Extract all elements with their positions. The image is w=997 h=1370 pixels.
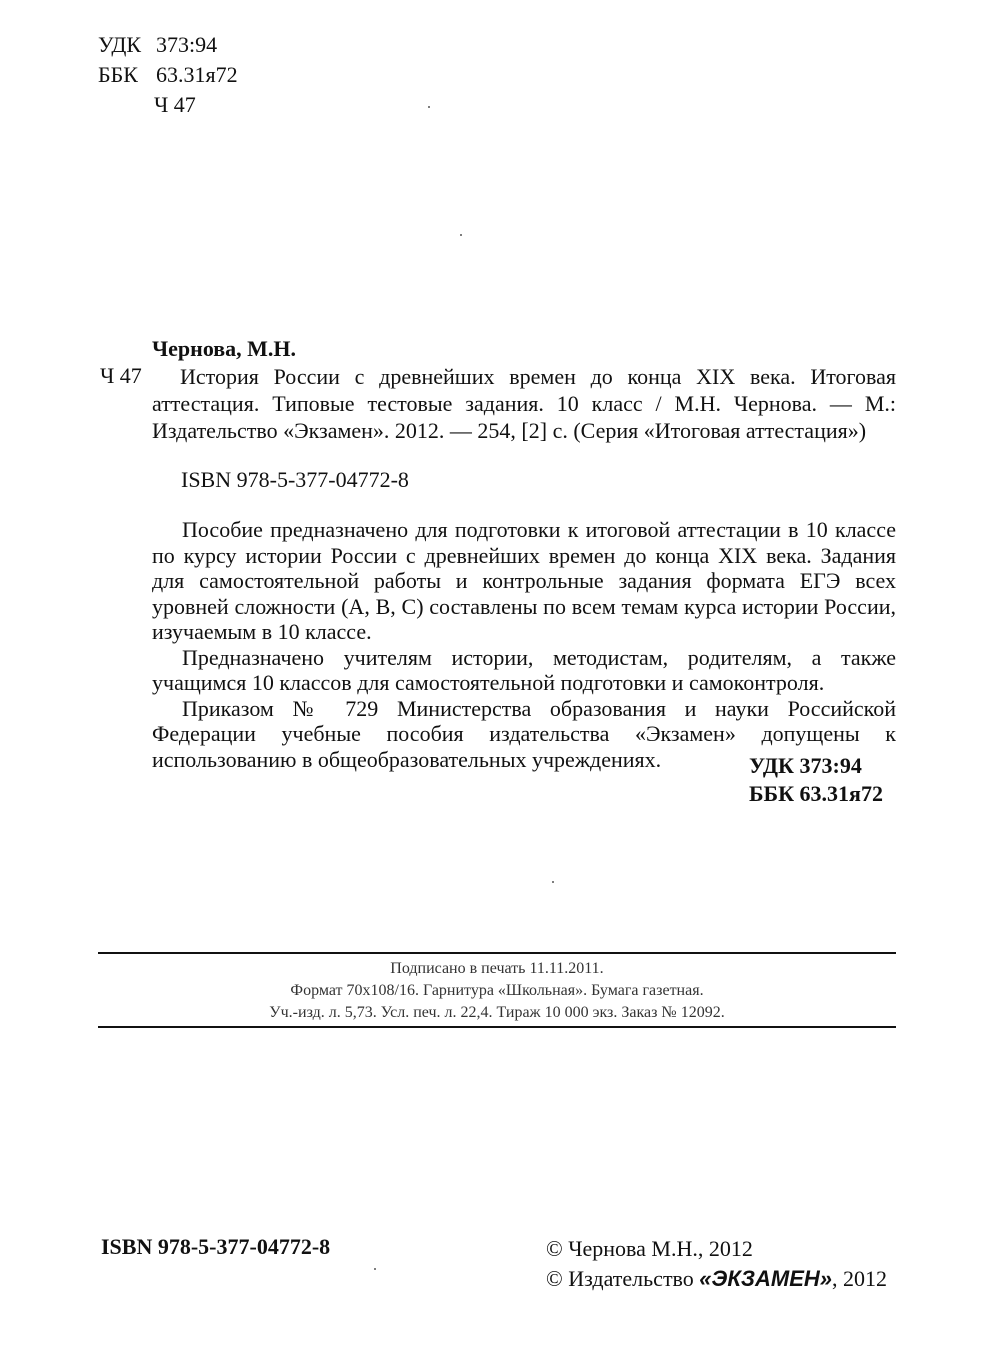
copyright-author: © Чернова М.Н., 2012: [546, 1236, 753, 1261]
udk-row: [98, 30, 238, 60]
imprint-rule-bottom: [98, 1026, 896, 1028]
footer-isbn: ISBN 978-5-377-04772-8: [101, 1234, 331, 1259]
index-right-block: [749, 752, 883, 808]
publisher-brand: «ЭКЗАМЕН»: [699, 1266, 833, 1291]
annotation-paragraph-2: Предназначено учителям истории, методистам, родителям, а также учащимся 10 классов для самостоятельной подготовки и самоконтроля.: [152, 644, 896, 695]
top-index-block: [98, 30, 238, 120]
copyright-publisher-year: , 2012: [832, 1266, 888, 1291]
imprint-line-1: Подписано в печать 11.11.2011.: [390, 960, 604, 977]
print-speck: [552, 881, 554, 883]
print-speck: [460, 234, 462, 236]
catalog-description: [152, 363, 896, 444]
bbk-right: ББК 63.31я72: [749, 781, 883, 806]
annotation-paragraph-3: Приказом № 729 Министерства образования и науки Российской Федерации учебные пособия издательства «Экзамен» допущены к использованию в общеобразовательных учреждениях.: [152, 695, 896, 772]
udk-right: УДК 373:94: [749, 753, 862, 778]
copyright-publisher-prefix: © Издательство: [546, 1266, 700, 1291]
bbk-label: ББК: [98, 62, 138, 87]
imprint-block: [98, 958, 896, 1024]
imprint-line-2: Формат 70x108/16. Гарнитура «Школьная». Бумага газетная.: [290, 982, 704, 999]
catalog-description-text: История России с древнейших времен до конца XIX века. Итоговая аттестация. Типовые тестовые задания. 10 класс / М.Н. Чернова. — М.: Издательство «Экзамен». 2012. — 254, [2] с. (Серия «Итоговая аттестация»): [152, 364, 896, 443]
udk-label: УДК: [98, 32, 142, 57]
print-speck: [374, 1268, 376, 1270]
annotation: [152, 517, 896, 772]
copyright-publisher: [546, 1264, 887, 1294]
bbk-value: 63.31я72: [156, 62, 238, 87]
imprint-rule-top: [98, 952, 896, 954]
catalog-isbn: ISBN 978-5-377-04772-8: [181, 467, 409, 492]
catalog-cipher: Ч 47: [100, 363, 142, 388]
catalog-author: Чернова, М.Н.: [152, 336, 297, 361]
annotation-paragraph-1: Пособие предназначено для подготовки к итоговой аттестации в 10 классе по курсу истории России с древнейших времен до конца XIX века. Задания для самостоятельной работы и контрольные задания формата ЕГЭ всех уровней сложности (А, В, С) составлены по всем темам курса истории России, изучаемым в 10 классе.: [152, 517, 896, 644]
bbk-row: [98, 60, 238, 90]
copyright-block: [546, 1234, 887, 1294]
udk-value: 373:94: [156, 32, 218, 57]
author-cipher: Ч 47: [154, 92, 196, 117]
imprint-line-3: Уч.-изд. л. 5,73. Усл. печ. л. 22,4. Тираж 10 000 экз. Заказ № 12092.: [269, 1004, 725, 1021]
print-speck: [428, 106, 430, 108]
